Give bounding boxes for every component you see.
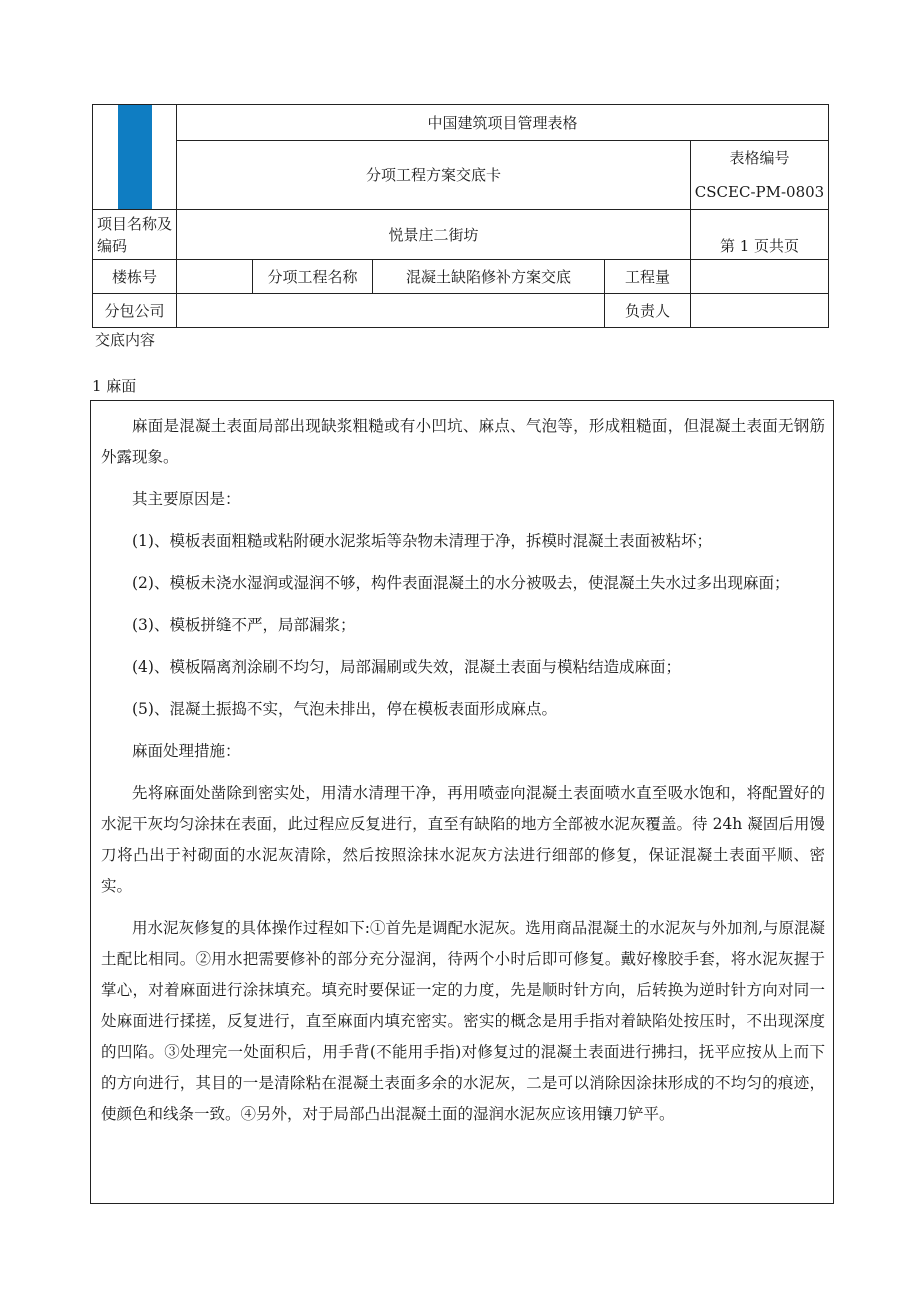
quantity-label: 工程量 <box>605 260 691 294</box>
content-label: 交底内容 <box>95 331 156 349</box>
paragraph: (2)、模板未浇水湿润或湿润不够，构件表面混凝土的水分被吸去，使混凝土失水过多出现麻面； <box>132 574 790 592</box>
form-name: 分项工程方案交底卡 <box>177 141 691 210</box>
form-number-label: 表格编号 <box>729 149 790 167</box>
form-number: CSCEC-PM-0803 <box>694 183 825 201</box>
paragraph: (5)、混凝土振捣不实，气泡未排出，停在模板表面形成麻点。 <box>132 700 557 718</box>
subitem-value: 混凝土缺陷修补方案交底 <box>373 260 605 294</box>
subitem-label: 分项工程名称 <box>253 260 373 294</box>
paragraph: (3)、模板拼缝不严，局部漏浆； <box>132 616 356 634</box>
building-value <box>177 260 253 294</box>
owner-value <box>691 294 829 328</box>
page-info: 第 1 页共页 <box>691 210 829 260</box>
paragraph: 先将麻面处凿除到密实处，用清水清理干净，再用喷壶向混凝土表面喷水直至吸水饱和，将配置好的水泥干灰均匀涂抹在表面，此过程应反复进行，直至有缺陷的地方全部被水泥灰覆盖。待 24h 凝固后用馒刀将凸出于衬砌面的水泥灰清除，然后按照涂抹水泥灰方法进行细部的修复，保证混凝土表面平顺、密实。 <box>101 784 825 895</box>
section-title: 1 麻面 <box>92 377 137 395</box>
paragraph: (1)、模板表面粗糙或粘附硬水泥浆垢等杂物未清理于净，拆模时混凝土表面被粘坏； <box>132 532 712 550</box>
logo-bar <box>118 105 152 209</box>
logo-block <box>93 105 177 210</box>
header-table <box>92 104 829 328</box>
quantity-value <box>691 260 829 294</box>
project-name: 悦景庄二街坊 <box>177 210 691 260</box>
subcontractor-label: 分包公司 <box>93 294 177 328</box>
paragraph: 用水泥灰修复的具体操作过程如下:①首先是调配水泥灰。选用商品混凝土的水泥灰与外加剂,与原混凝土配比相同。②用水把需要修补的部分充分湿润，待两个小时后即可修复。戴好橡胶手套，将水泥灰握于掌心，对着麻面进行涂抹填充。填充时要保证一定的力度，先是顺时针方向，后转换为逆时针方向对同一处麻面进行揉搓，反复进行，直至麻面内填充密实。密实的概念是用手指对着缺陷处按压时，不出现深度的凹陷。③处理完一处面积后，用手背(不能用手指)对修复过的混凝土表面进行拂扫，抚平应按从上而下的方向进行，其目的一是清除粘在混凝土表面多余的水泥灰，二是可以消除因涂抹形成的不均匀的痕迹，使颜色和线条一致。④另外，对于局部凸出混凝土面的湿润水泥灰应该用镶刀铲平。 <box>101 919 825 1123</box>
paragraph: (4)、模板隔离剂涂刷不均匀，局部漏刷或失效，混凝土表面与模粘结造成麻面； <box>132 658 681 676</box>
building-label: 楼栋号 <box>93 260 177 294</box>
project-label: 项目名称及编码 <box>93 210 177 260</box>
paragraph: 麻面处理措施： <box>132 742 241 760</box>
owner-label: 负责人 <box>605 294 691 328</box>
paragraph: 麻面是混凝土表面局部出现缺浆粗糙或有小凹坑、麻点、气泡等，形成粗糙面，但混凝土表面无钢筋外露现象。 <box>101 417 825 466</box>
subcontractor-value <box>177 294 605 328</box>
org-title: 中国建筑项目管理表格 <box>177 105 829 141</box>
content-box <box>90 400 834 1204</box>
paragraph: 其主要原因是： <box>132 490 241 508</box>
form-number-cell <box>691 141 829 210</box>
